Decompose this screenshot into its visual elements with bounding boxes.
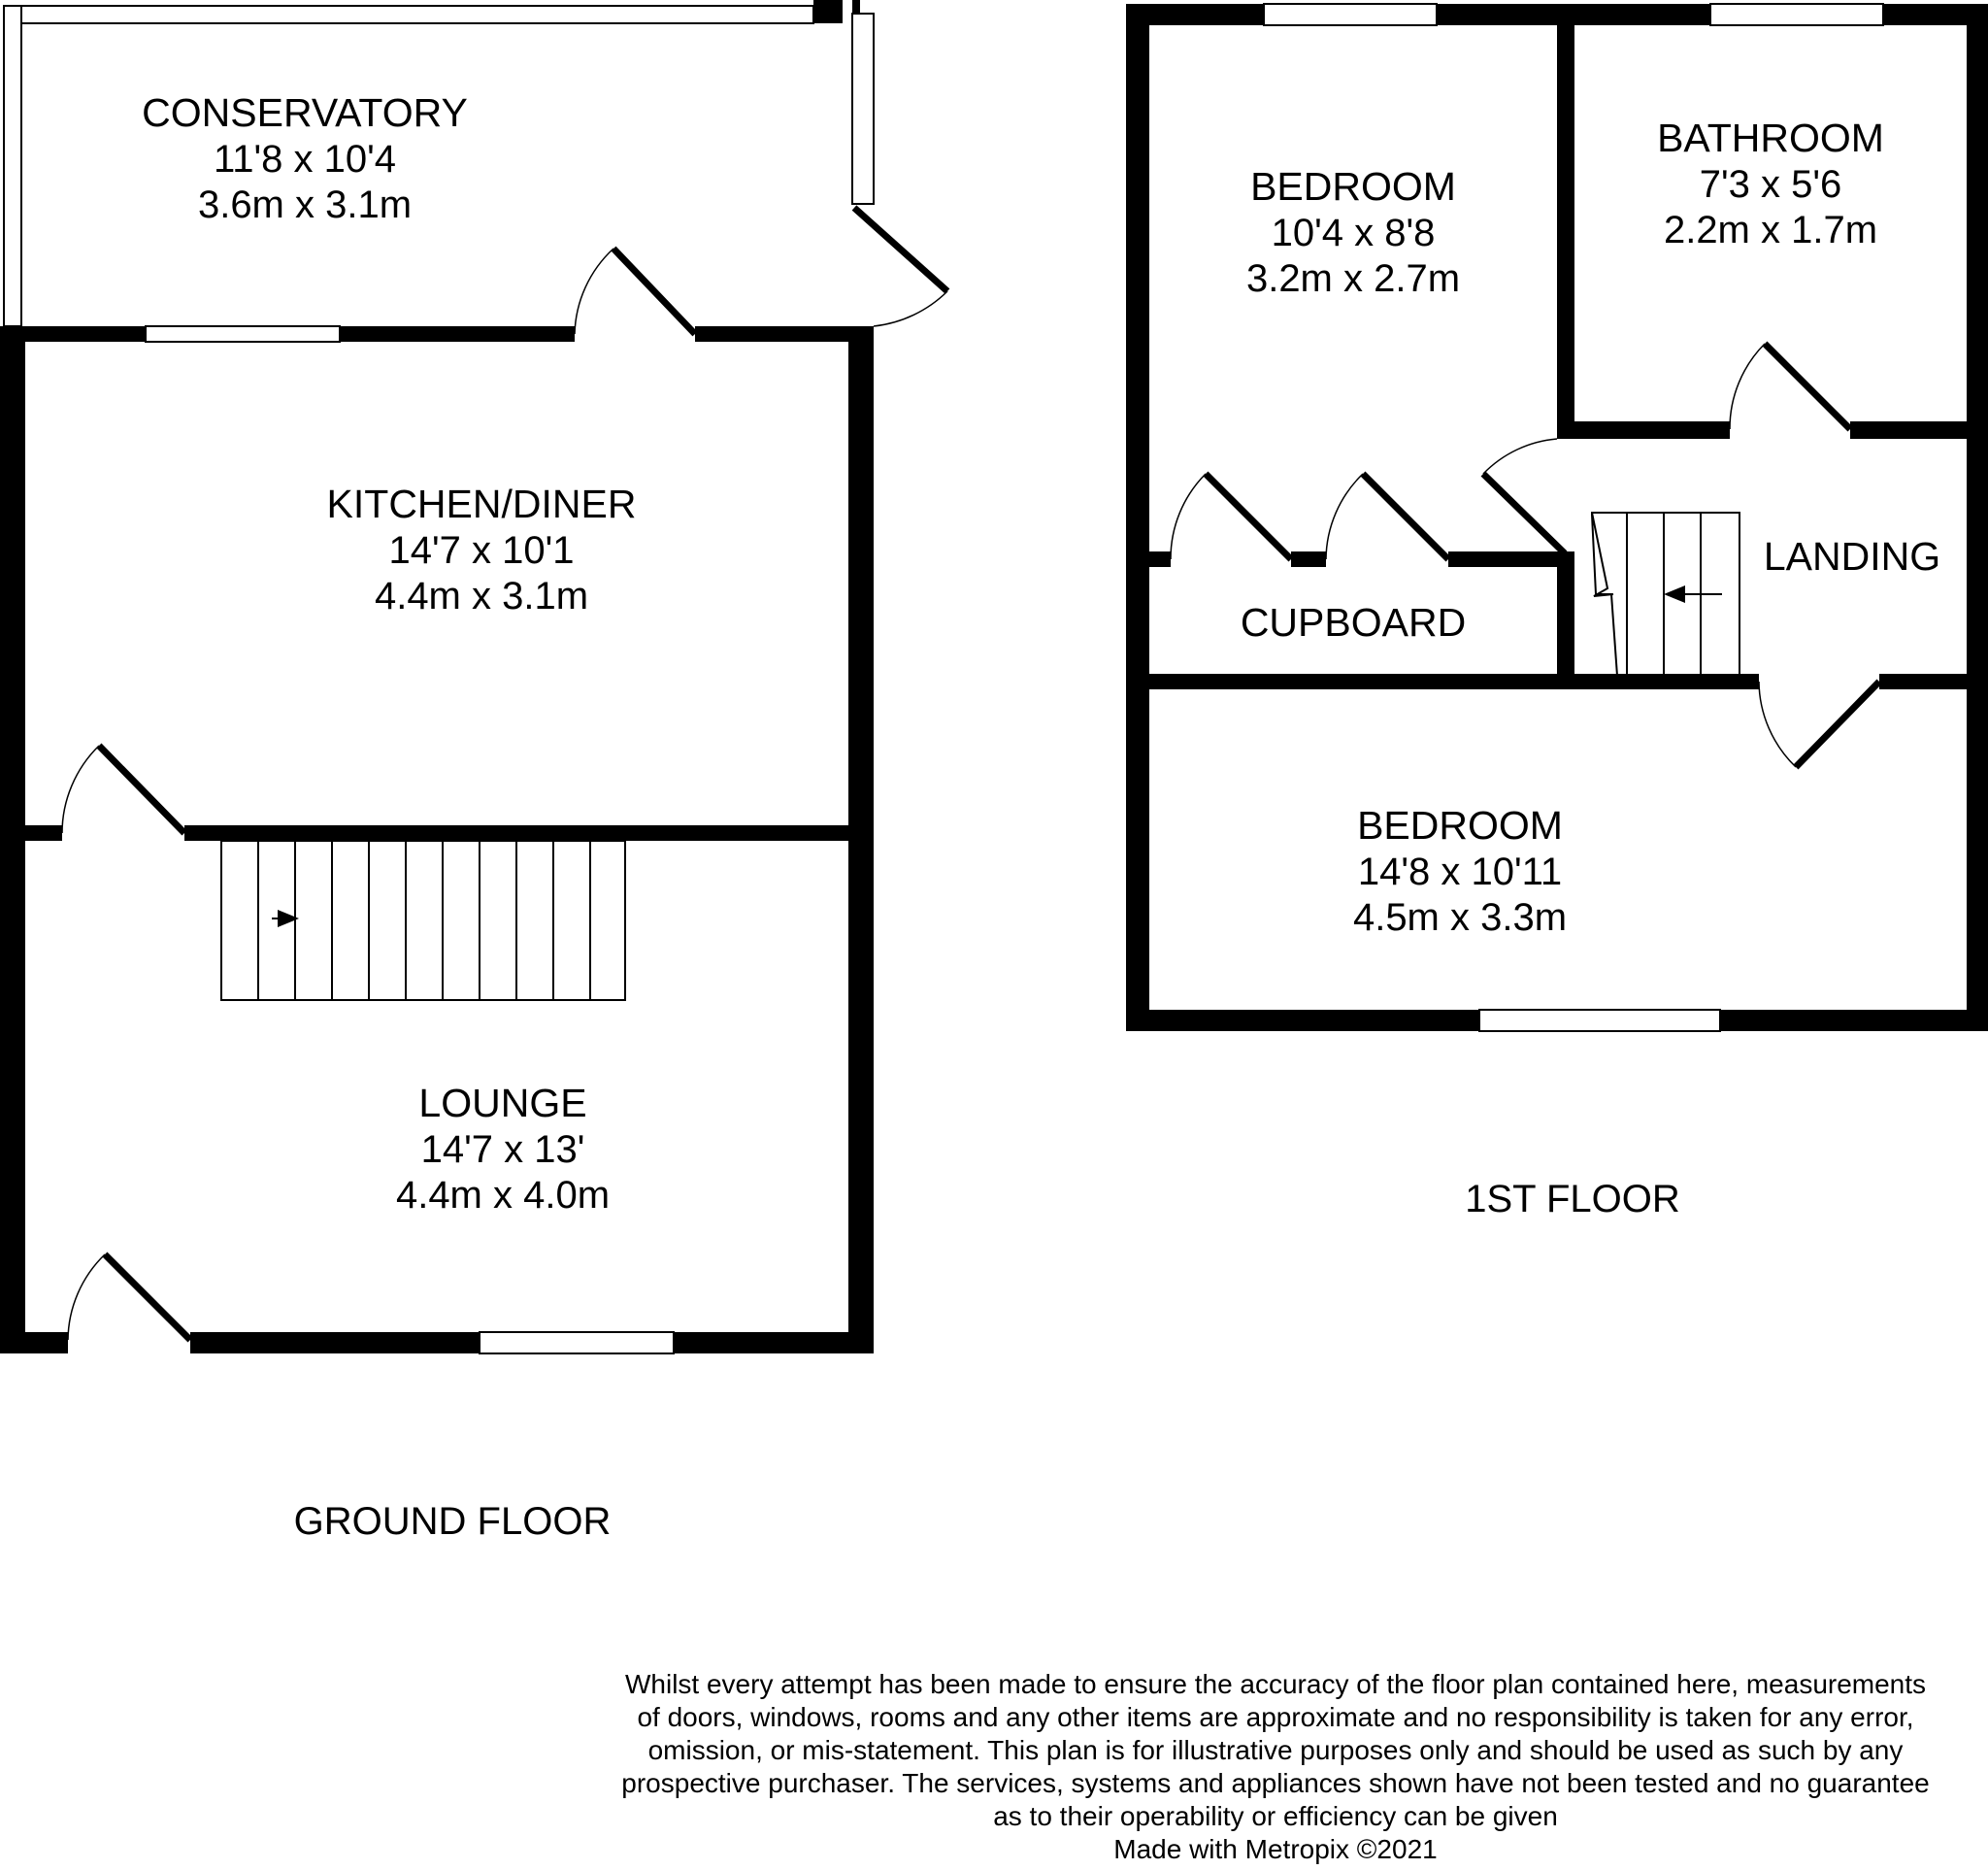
window [480, 1332, 674, 1353]
room-name: LANDING [1763, 534, 1941, 579]
wall-segment [0, 1332, 68, 1353]
ground-floor-label: GROUND FLOOR [293, 1500, 612, 1543]
conservatory-door-post [852, 0, 860, 14]
wall-segment [184, 825, 874, 841]
door [62, 746, 184, 833]
conservatory-glazing [4, 6, 874, 326]
wall-segment [1967, 4, 1988, 1031]
room-label-kitchen-diner [327, 482, 637, 618]
disclaimer-line: as to their operability or efficiency can be given [993, 1801, 1558, 1831]
disclaimer-line: of doors, windows, rooms and any other items are approximate and no responsibility is taken for any error, [637, 1702, 1914, 1732]
room-label-conservatory [142, 90, 468, 226]
wall-segment [1448, 551, 1563, 567]
wall-segment [340, 326, 575, 342]
stair-direction-arrow-icon [1664, 585, 1722, 603]
wall-segment [190, 1332, 480, 1353]
wall-segment [1850, 421, 1988, 439]
room-label-bedroom-large [1353, 803, 1567, 939]
door [68, 1254, 190, 1340]
room-name: BATHROOM [1657, 116, 1884, 160]
disclaimer-line: prospective purchaser. The services, systems and appliances shown have not been tested and no guarantee [621, 1768, 1930, 1798]
room-label-lounge [396, 1081, 610, 1217]
room-name: CONSERVATORY [142, 90, 468, 135]
door [575, 249, 695, 334]
disclaimer-line: Whilst every attempt has been made to ensure the accuracy of the floor plan contained here, measurements [624, 1669, 1927, 1699]
window [1710, 4, 1883, 25]
wall-segment [1557, 551, 1574, 682]
room-name: LOUNGE [418, 1081, 587, 1125]
room-dimensions-imperial: 7'3 x 5'6 [1699, 163, 1842, 206]
room-dimensions-imperial: 11'8 x 10'4 [213, 138, 397, 181]
door [1730, 344, 1850, 429]
door [1483, 439, 1565, 553]
room-dimensions-metric: 3.2m x 2.7m [1245, 257, 1461, 300]
room-name: BEDROOM [1250, 164, 1456, 209]
wall-segment [1126, 551, 1171, 567]
conservatory-corner-post [813, 0, 843, 23]
wall-segment [1126, 1010, 1479, 1031]
disclaimer-line: omission, or mis-statement. This plan is for illustrative purposes only and should be used as such by any [647, 1735, 1904, 1765]
door [1326, 474, 1448, 559]
credit-line: Made with Metropix ©2021 [1113, 1834, 1438, 1864]
room-dimensions-metric: 4.4m x 4.0m [395, 1174, 611, 1217]
room-label-bedroom [1246, 164, 1460, 300]
wall-segment [0, 825, 62, 841]
room-dimensions-imperial: 14'7 x 13' [420, 1128, 585, 1171]
wall-segment [1291, 551, 1326, 567]
door [1759, 682, 1879, 767]
room-dimensions-imperial: 10'4 x 8'8 [1271, 212, 1436, 254]
wall-segment [1879, 674, 1988, 689]
room-label-landing [1764, 534, 1940, 579]
first-floor-label: 1ST FLOOR [1465, 1178, 1680, 1220]
room-name: KITCHEN/DINER [326, 482, 637, 526]
wall-segment [1557, 421, 1730, 439]
room-dimensions-metric: 3.6m x 3.1m [197, 184, 413, 226]
wall-segment [1557, 4, 1574, 439]
room-label-bathroom [1657, 116, 1884, 251]
room-dimensions-metric: 2.2m x 1.7m [1663, 209, 1878, 251]
room-dimensions-imperial: 14'7 x 10'1 [388, 529, 575, 572]
door [1171, 474, 1291, 559]
room-dimensions-metric: 4.5m x 3.3m [1352, 896, 1568, 939]
window [1479, 1010, 1720, 1031]
wall-segment [674, 1332, 874, 1353]
wall-segment [1126, 4, 1149, 1031]
wall-segment [695, 326, 872, 342]
room-name: CUPBOARD [1240, 600, 1467, 645]
door [854, 208, 947, 326]
wall-segment [1720, 1010, 1988, 1031]
room-dimensions-metric: 4.4m x 3.1m [374, 575, 589, 618]
room-dimensions-imperial: 14'8 x 10'11 [1357, 851, 1563, 893]
disclaimer [621, 1669, 1929, 1864]
room-label-cupboard [1241, 600, 1466, 645]
room-name: BEDROOM [1357, 803, 1563, 848]
window [146, 326, 340, 342]
window [1264, 4, 1437, 25]
